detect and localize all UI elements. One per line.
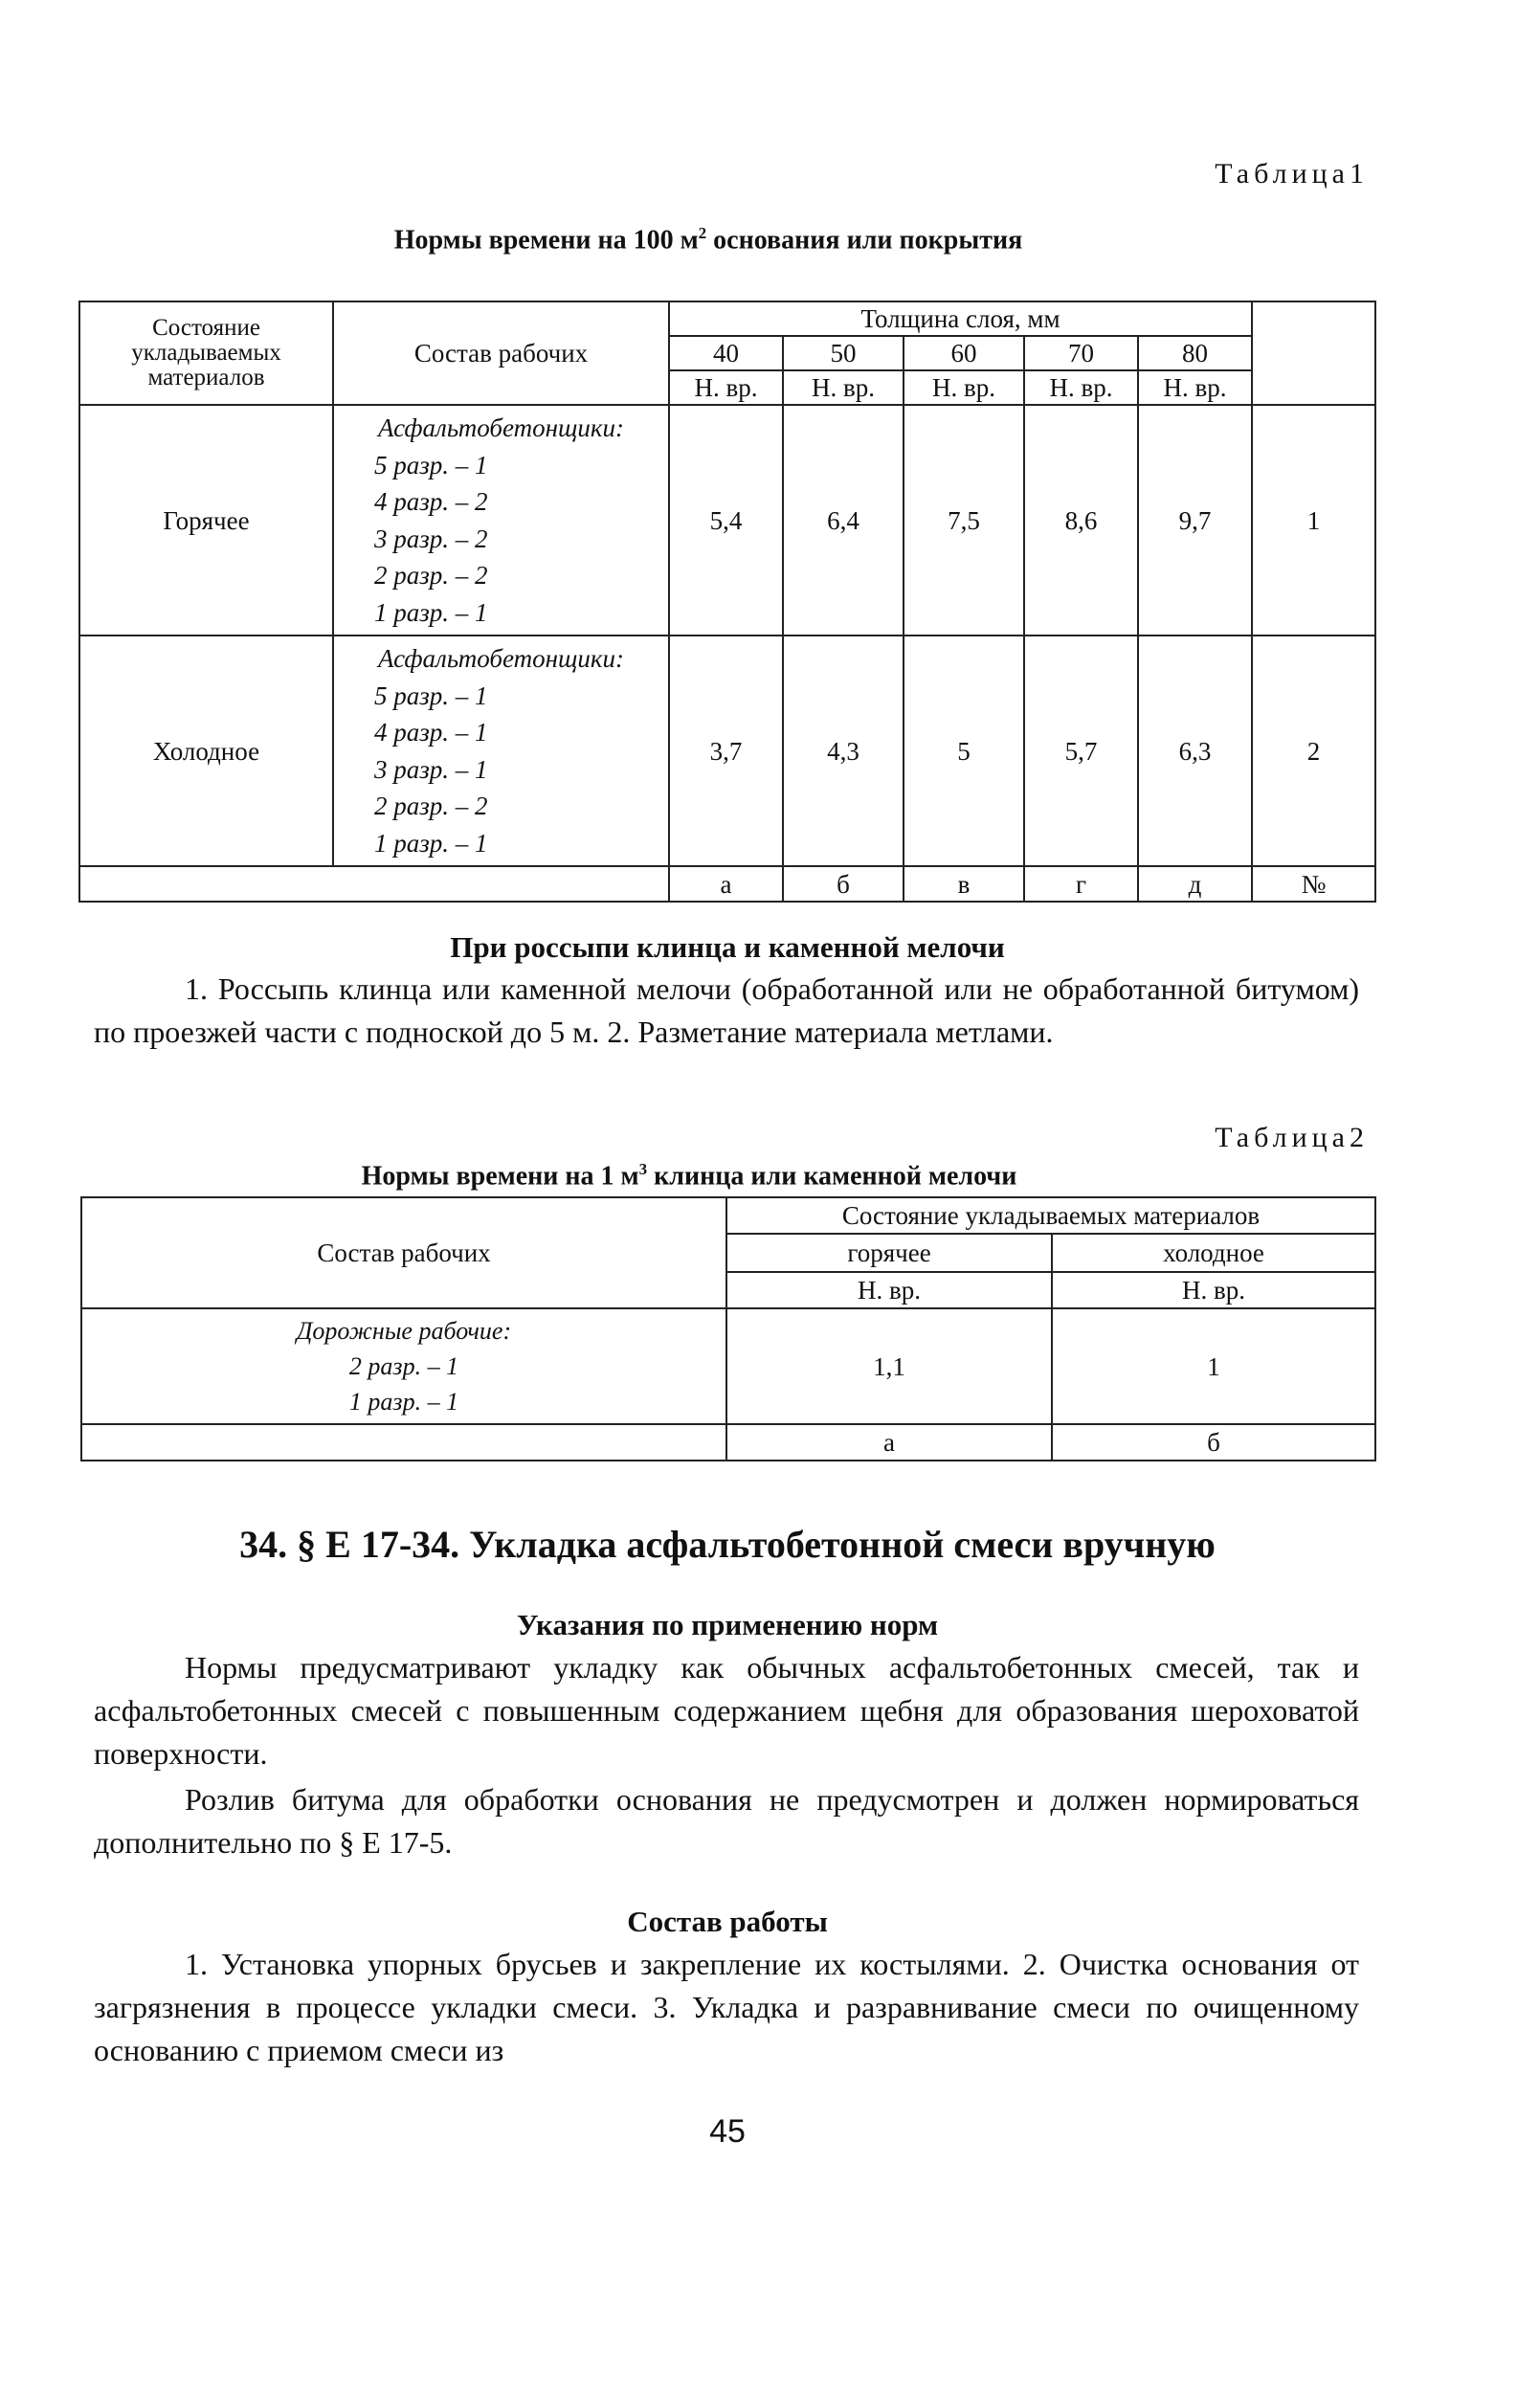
header-unit: Н. вр. <box>1052 1272 1375 1308</box>
page-number: 45 <box>709 2113 746 2150</box>
header-unit: Н. вр. <box>669 370 783 405</box>
workers-cell <box>333 636 669 866</box>
header-cold: холодное <box>1052 1234 1375 1272</box>
table1-caption-sup: 2 <box>698 224 707 242</box>
table1-caption <box>230 224 1187 256</box>
row-number-cell: 2 <box>1252 636 1375 866</box>
header-thickness-80: 80 <box>1138 336 1252 370</box>
header-workers: Состав рабочих <box>81 1197 726 1308</box>
table1-caption-text: Нормы времени на 100 м <box>393 225 699 256</box>
workers-line: 3 разр. – 1 <box>374 754 488 784</box>
value-cell: 7,5 <box>904 405 1024 636</box>
table2-caption <box>211 1160 1168 1192</box>
header-thickness-50: 50 <box>783 336 904 370</box>
guide-paragraph-2: Розлив битума для обработки основания не предусмотрен и должен нормироваться дополнительно по § Е 17-5. <box>94 1782 1359 1860</box>
letter-cell: а <box>669 866 783 902</box>
header-unit: Н. вр. <box>1138 370 1252 405</box>
workers-line: 2 разр. – 1 <box>348 1352 459 1380</box>
work-heading: Состав работы <box>627 1905 828 1938</box>
state-cell: Горячее <box>79 405 333 636</box>
guide-heading: Указания по применению норм <box>516 1608 939 1641</box>
empty-cell <box>79 866 669 902</box>
letter-cell: д <box>1138 866 1252 902</box>
guide-paragraph-1: Нормы предусматривают укладку как обычных асфальтобетонных смесей, так и асфальтобетонных смесей с повышенным содержанием щебня для образования шероховатой поверхности. <box>94 1650 1359 1771</box>
workers-line: 5 разр. – 1 <box>374 680 488 710</box>
header-thickness-60: 60 <box>904 336 1024 370</box>
value-cell: 6,4 <box>783 405 904 636</box>
header-unit: Н. вр. <box>783 370 904 405</box>
header-unit: Н. вр. <box>904 370 1024 405</box>
letter-cell: г <box>1024 866 1138 902</box>
table-row <box>81 1424 1375 1461</box>
value-cell: 5 <box>904 636 1024 866</box>
workers-cell <box>333 405 669 636</box>
value-cell: 3,7 <box>669 636 783 866</box>
empty-cell <box>81 1424 726 1461</box>
value-cell: 9,7 <box>1138 405 1252 636</box>
table-row <box>81 1308 1375 1424</box>
work-text: 1. Установка упорных брусьев и закрепление их костылями. 2. Очистка основания от загрязнения в процессе укладки смеси. 3. Укладка и разравнивание смеси по очищенному основанию с приемом смеси из <box>94 1947 1359 2067</box>
table2 <box>80 1196 1376 1461</box>
value-cell: 4,3 <box>783 636 904 866</box>
number-label-cell: № <box>1252 866 1375 902</box>
workers-line: 1 разр. – 1 <box>374 828 488 858</box>
value-cell: 5,7 <box>1024 636 1138 866</box>
table2-caption-tail: клинца или каменной мелочи <box>647 1161 1017 1192</box>
section-heading: При россыпи клинца и каменной мелочи <box>450 930 1005 964</box>
letter-cell: а <box>726 1424 1052 1461</box>
workers-line: 1 разр. – 1 <box>374 597 488 627</box>
header-state: Состояние укладываемых материалов <box>726 1197 1375 1234</box>
letter-cell: б <box>783 866 904 902</box>
value-cell: 8,6 <box>1024 405 1138 636</box>
workers-line: 4 разр. – 2 <box>374 487 488 516</box>
table2-caption-text: Нормы времени на 1 м <box>361 1161 639 1192</box>
workers-line: Асфальтобетонщики: <box>377 644 624 673</box>
header-hot: горячее <box>726 1234 1052 1272</box>
workers-cell <box>81 1308 726 1424</box>
workers-line: 5 разр. – 1 <box>374 450 488 480</box>
workers-line: 2 разр. – 2 <box>374 561 488 590</box>
workers-line: 2 разр. – 2 <box>374 792 488 820</box>
workers-line: Асфальтобетонщики: <box>377 413 624 442</box>
workers-line: 3 разр. – 2 <box>374 524 488 553</box>
value-cell: 6,3 <box>1138 636 1252 866</box>
section-title: 34. § Е 17-34. Укладка асфальтобетонной смеси вручную <box>239 1523 1216 1566</box>
table-row <box>79 866 1375 902</box>
table2-caption-sup: 3 <box>638 1160 648 1178</box>
value-cell: 5,4 <box>669 405 783 636</box>
header-unit: Н. вр. <box>726 1272 1052 1308</box>
header-number-col <box>1252 301 1375 405</box>
table-row <box>79 405 1375 636</box>
table1 <box>78 301 1376 903</box>
value-cell: 1,1 <box>726 1308 1052 1424</box>
workers-line: 1 разр. – 1 <box>348 1388 459 1416</box>
header-thickness-40: 40 <box>669 336 783 370</box>
state-cell: Холодное <box>79 636 333 866</box>
section-text: 1. Россыпь клинца или каменной мелочи (обработанной или не обработанной битумом) по проезжей части с подноской до 5 м. 2. Разметание материала метлами. <box>94 971 1359 1049</box>
row-number-cell: 1 <box>1252 405 1375 636</box>
workers-line: Дорожные рабочие: <box>296 1317 512 1345</box>
letter-cell: в <box>904 866 1024 902</box>
header-unit: Н. вр. <box>1024 370 1138 405</box>
value-cell: 1 <box>1052 1308 1375 1424</box>
header-thickness-70: 70 <box>1024 336 1138 370</box>
letter-cell: б <box>1052 1424 1375 1461</box>
table1-label: Таблица1 <box>1215 158 1369 190</box>
header-workers: Состав рабочих <box>333 301 669 405</box>
table-row <box>79 636 1375 866</box>
table1-caption-tail: основания или покрытия <box>706 225 1023 256</box>
header-state: Состояние укладываемых материалов <box>79 301 333 405</box>
workers-line: 4 разр. – 1 <box>374 718 488 747</box>
header-thickness: Толщина слоя, мм <box>669 301 1252 336</box>
table2-label: Таблица2 <box>1215 1122 1369 1153</box>
